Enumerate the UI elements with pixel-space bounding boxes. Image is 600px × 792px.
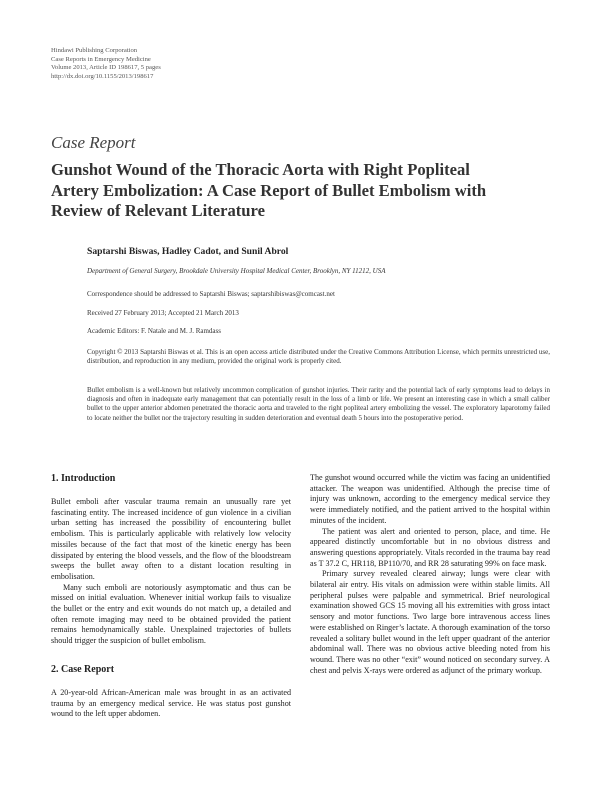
intro-paragraph-1: Bullet emboli after vascular trauma remain an unusually rare yet fascinating entity. The increased incidence of gun violence in a civilian urban setting has increased the possibility of encountering bullet embolism. This is particularly applicable with relatively low velocity missiles because of the fact that most of the kinetic energy has been dissipated by entering the blood vessels, and the flow of the bloodstream sweeps the bullet away often to a distant location resulting in embolisation.	[51, 497, 291, 581]
volume-info: Volume 2013, Article ID 198617, 5 pages	[51, 64, 161, 72]
abstract: Bullet embolism is a well-known but relatively uncommon complication of gunshot injuries. Their rarity and the potential lack of early symptoms lead to delays in diagnosis and often in inadequate early management that can potentially result in the loss of a limb or life. We present an interesting case in which a small caliber bullet to the upper anterior abdomen penetrated the thoracic aorta and traveled to the right popliteal artery embolizing the vessel. The exploratory laparotomy failed to locate neither the bullet nor the trajectory resulting in sudden deterioration and eventual death 5 hours into the postoperative period.	[87, 386, 550, 422]
article-type-label: Case Report	[51, 133, 136, 152]
intro-paragraph-2: Many such emboli are notoriously asymptomatic and thus can be missed on initial evaluation. Whenever initial workup fails to visualize the bullet or the entry and exit wounds do not match up, a detailed and often remote imaging may need to be obtained provided the patient remains hemodynamically stable. Unexplained trajectories of bullets should trigger the suspicion of bullet embolism.	[51, 582, 291, 646]
doi-link[interactable]: http://dx.doi.org/10.1155/2013/198617	[51, 72, 154, 80]
correspondence: Correspondence should be addressed to Saptarshi Biswas; saptarshibiswas@comcast.net	[87, 290, 335, 298]
journal-header	[51, 47, 161, 81]
case-paragraph-3: The patient was alert and oriented to person, place, and time. He appeared distinctly uncomfortable but in no obvious distress and answering questions appropriately. Vitals recorded in the trauma bay read as T 37.2 C, HR118, BP110/70, and RR 28 saturating 99% on face mask.	[310, 526, 550, 568]
article-title: Gunshot Wound of the Thoracic Aorta with Right Popliteal Artery Embolization: A Case Report of Bullet Embolism with Review of Relevant Literature	[51, 160, 487, 220]
journal-name: Case Reports in Emergency Medicine	[51, 55, 151, 63]
author-list: Saptarshi Biswas, Hadley Cadot, and Sunil Abrol	[87, 246, 289, 257]
affiliation: Department of General Surgery, Brookdale University Hospital Medical Center, Brooklyn, NY 11212, USA	[87, 267, 386, 275]
right-column	[310, 473, 550, 676]
case-paragraph-4: Primary survey revealed cleared airway; lungs were clear with bilateral air entry. His vitals on admission were within stable limits. All peripheral pulses were palpable and symmetrical. Brief neurological examination showed GCS 15 moving all his extremities with gross intact sensory and motor functions. Two large bore intravenous access lines were established on Ringer’s lactate. A thorough examination of the torso revealed a solitary bullet wound in the left upper quadrant of the anterior abdominal wall. There was no obvious active bleeding noted from his wound. There was no other “exit” wound noticed on secondary survey. A chest and pelvis X-rays were ordered as adjunct of the primary workup.	[310, 569, 550, 675]
case-paragraph-2: The gunshot wound occurred while the victim was facing an unidentified attacker. The weapon was unidentified. Although the precise time of injury was unknown, according to the emergency medical service they were immediately notified, and the patient arrived to the hospital within minutes of the incident.	[310, 473, 550, 525]
case-paragraph-1: A 20-year-old African-American male was brought in as an activated trauma by an emergency medical service. He was status post gunshot wound to the left upper abdomen.	[51, 687, 291, 719]
academic-editors: Academic Editors: F. Natale and M. J. Ramdass	[87, 327, 221, 335]
introduction-heading: 1. Introduction	[51, 473, 116, 484]
publisher-name: Hindawi Publishing Corporation	[51, 47, 138, 54]
case-report-heading: 2. Case Report	[51, 663, 115, 675]
received-accepted-dates: Received 27 February 2013; Accepted 21 March 2013	[87, 309, 239, 317]
copyright-notice: Copyright © 2013 Saptarshi Biswas et al. This is an open access article distributed under the Creative Commons Attribution License, which permits unrestricted use, distribution, and reproduction in any medium, provided the original work is properly cited.	[87, 348, 550, 366]
left-column	[51, 473, 291, 720]
